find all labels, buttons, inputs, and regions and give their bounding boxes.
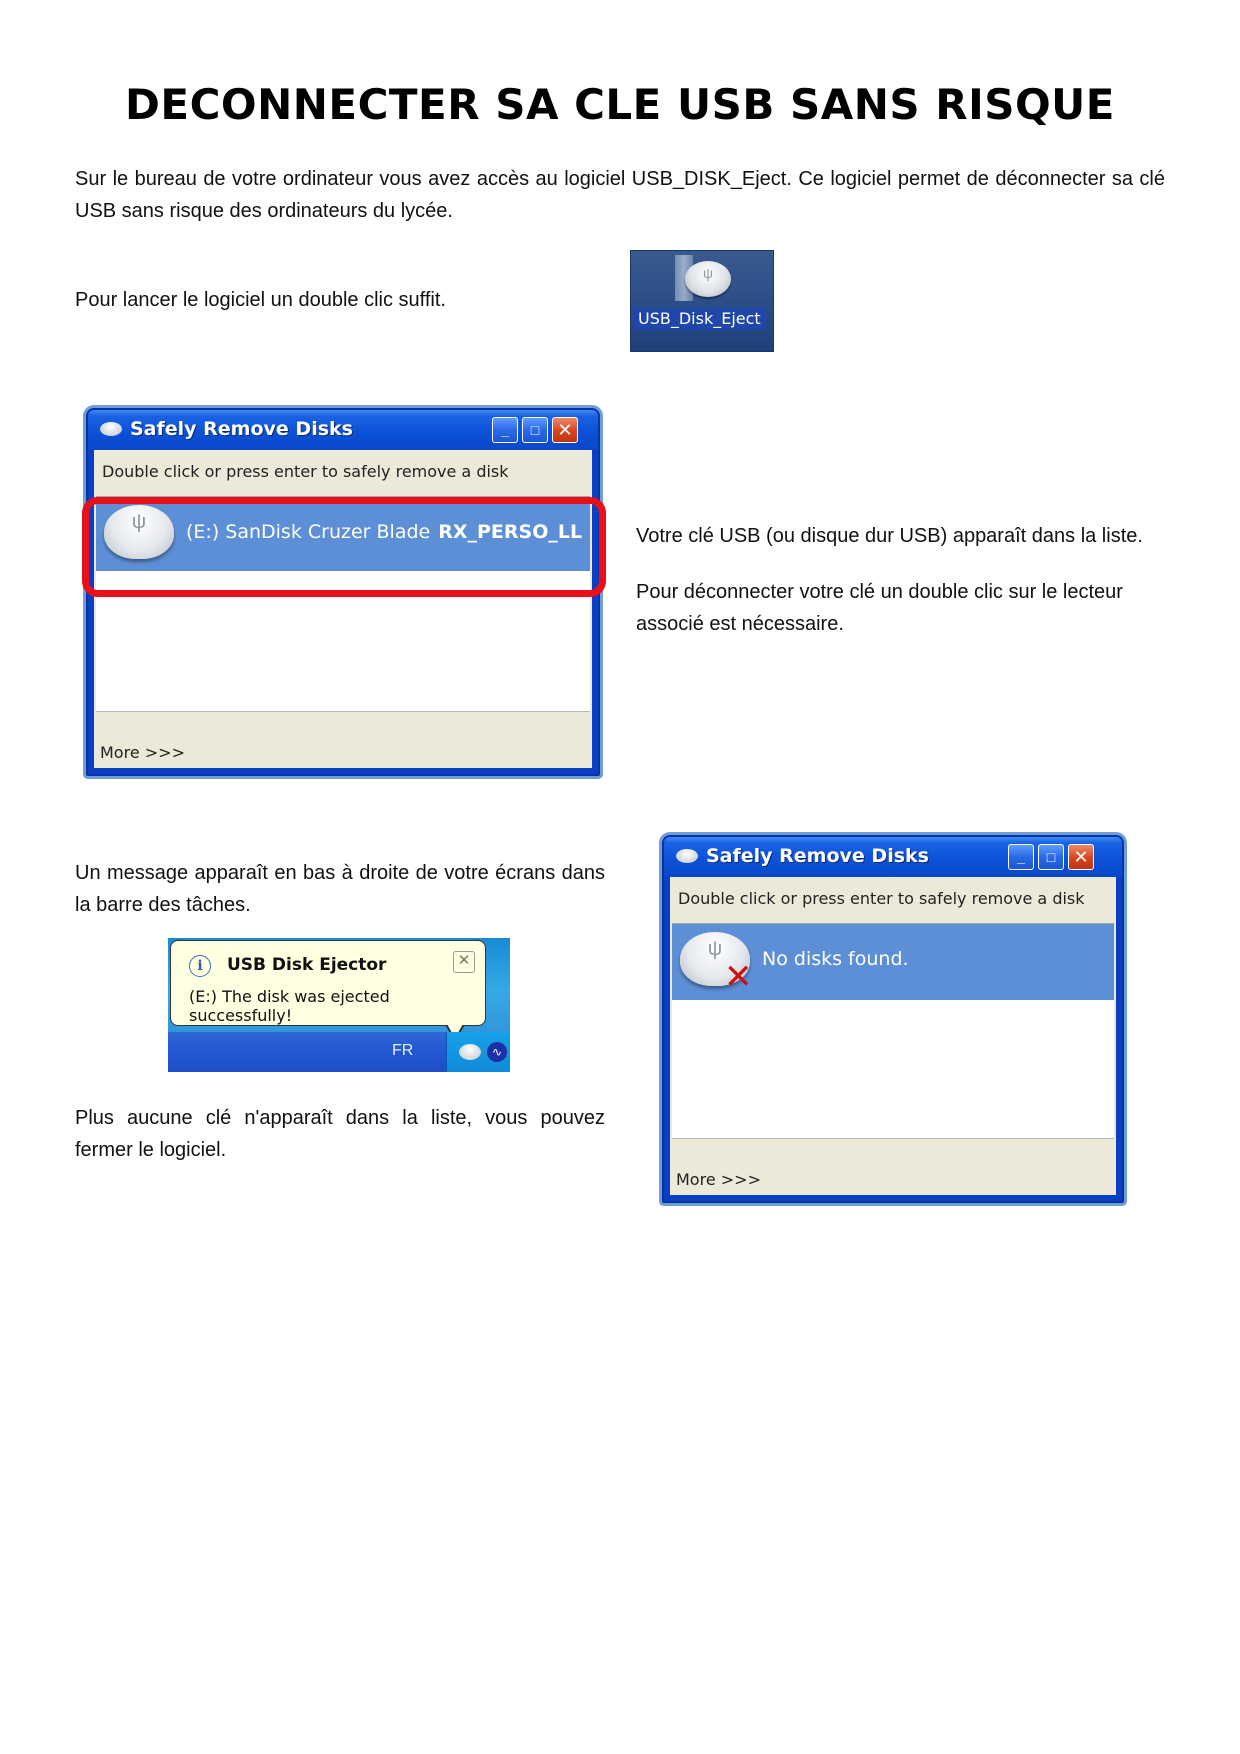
window-title: Safely Remove Disks xyxy=(130,418,353,440)
notification-message: (E:) The disk was ejected successfully! xyxy=(189,987,390,1025)
instruction-text: Double click or press enter to safely remove a disk xyxy=(102,462,509,481)
notification-area xyxy=(168,938,510,1072)
info-icon: i xyxy=(189,955,211,977)
close-icon[interactable]: ✕ xyxy=(453,951,475,973)
desktop-icon-label: USB_Disk_Eject xyxy=(634,308,765,330)
safely-remove-window-empty xyxy=(662,835,1124,1203)
usb-disk-icon: ψ xyxy=(104,505,174,559)
close-button[interactable]: ✕ xyxy=(552,417,578,443)
maximize-button[interactable]: □ xyxy=(522,417,548,443)
no-disks-message: No disks found. xyxy=(762,948,909,970)
minimize-button[interactable]: _ xyxy=(1008,844,1034,870)
disk-list[interactable] xyxy=(672,923,1114,1139)
step-final-text: Plus aucune clé n'apparaît dans la liste, vous pouvez fermer le logiciel. xyxy=(75,1107,605,1161)
audio-icon[interactable]: ∿ xyxy=(487,1042,507,1062)
step-dblclick-text: Pour déconnecter votre clé un double clic sur le lecteur associé est nécessaire. xyxy=(636,581,1123,635)
usb-tray-icon[interactable] xyxy=(459,1044,481,1060)
close-button[interactable]: ✕ xyxy=(1068,844,1094,870)
disk-drive-name: (E:) SanDisk Cruzer Blade xyxy=(186,521,431,543)
window-titlebar[interactable] xyxy=(664,837,1122,877)
usb-disk-icon: ψ xyxy=(680,932,750,986)
maximize-button[interactable]: □ xyxy=(1038,844,1064,870)
window-titlebar[interactable] xyxy=(88,410,598,450)
disk-volume-label: RX_PERSO_LL xyxy=(438,521,583,543)
highlight-box xyxy=(82,497,606,597)
intro-paragraph: Sur le bureau de votre ordinateur vous avez accès au logiciel USB_DISK_Eject. Ce logiciel permet de déconnecter sa clé USB sans risque des ordinateurs du lycée. xyxy=(75,168,1165,222)
notification-title: USB Disk Ejector xyxy=(227,955,387,975)
app-icon xyxy=(100,422,122,436)
instruction-text: Double click or press enter to safely remove a disk xyxy=(678,889,1085,908)
app-icon xyxy=(676,849,698,863)
no-disk-x-icon: ✕ xyxy=(724,958,753,996)
more-link[interactable]: More >>> xyxy=(100,743,185,762)
empty-status-row xyxy=(672,924,1114,1000)
language-indicator[interactable]: FR xyxy=(392,1042,414,1059)
taskbar xyxy=(168,1032,510,1072)
system-tray xyxy=(446,1032,510,1072)
desktop-shortcut[interactable] xyxy=(630,250,774,352)
launch-instruction: Pour lancer le logiciel un double clic suffit. xyxy=(75,289,446,311)
window-client xyxy=(670,877,1116,1195)
notification-balloon[interactable] xyxy=(170,940,486,1026)
page-title: DECONNECTER SA CLE USB SANS RISQUE xyxy=(125,80,1115,129)
usb-disk-icon: ψ xyxy=(685,261,731,297)
more-link[interactable]: More >>> xyxy=(676,1170,761,1189)
window-title: Safely Remove Disks xyxy=(706,845,929,867)
minimize-button[interactable]: _ xyxy=(492,417,518,443)
step-appear-text: Votre clé USB (ou disque dur USB) apparaît dans la liste. xyxy=(636,525,1143,547)
step-message-text: Un message apparaît en bas à droite de votre écrans dans la barre des tâches. xyxy=(75,862,605,916)
